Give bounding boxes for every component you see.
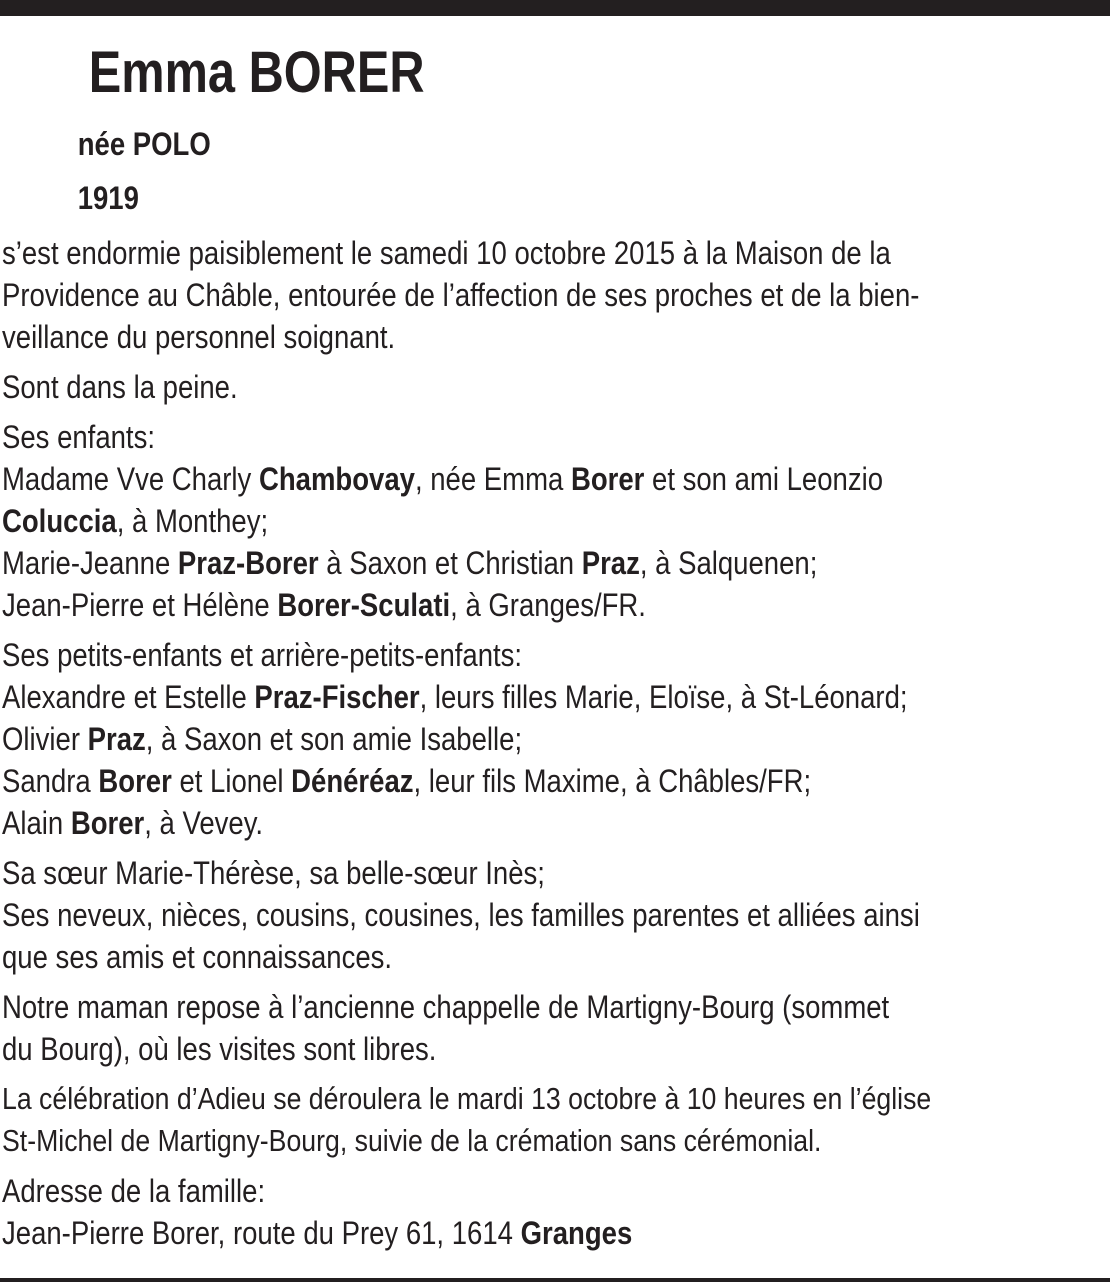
surname: Borer-Sculati <box>277 587 451 623</box>
text-run: Jean-Pierre et Hélène <box>2 587 278 623</box>
text-run: à Saxon et Christian <box>318 545 582 581</box>
viewing-paragraph <box>2 986 1110 1070</box>
viewing-line: Notre maman repose à l’ancienne chappelle de Martigny-Bourg (sommet <box>2 989 890 1025</box>
grandchildren-row <box>2 802 1110 844</box>
birth-year: 1919 <box>77 180 139 216</box>
grandchildren-row <box>2 760 1110 802</box>
deceased-name: Emma BORER <box>88 40 425 105</box>
text-run: et son ami Leonzio <box>644 461 884 497</box>
text-run: Alexandre et Estelle <box>2 679 255 715</box>
text-run: , née Emma <box>414 461 571 497</box>
children-heading: Ses enfants: <box>2 419 155 455</box>
grandchildren-paragraph <box>2 634 1110 844</box>
children-row <box>2 584 1110 626</box>
grandchildren-row <box>2 676 1110 718</box>
ceremony-line: La célébration d’Adieu se déroulera le mardi 13 octobre à 10 heures en l’église <box>2 1081 932 1116</box>
ceremony-paragraph <box>2 1078 1110 1162</box>
maiden-name: née POLO <box>77 126 211 162</box>
relatives-line: Sa sœur Marie-Thérèse, sa belle-sœur Inès; <box>2 855 545 891</box>
text-run: Jean-Pierre Borer, route du Prey 61, 1614 <box>2 1215 521 1251</box>
ceremony-line: St-Michel de Martigny-Bourg, suivie de la crémation sans cérémonial. <box>2 1123 822 1158</box>
text-run: Madame Vve Charly <box>2 461 259 497</box>
grandchildren-heading: Ses petits-enfants et arrière-petits-enfants: <box>2 637 523 673</box>
text-run: Olivier <box>2 721 88 757</box>
surname: Chambovay <box>258 461 415 497</box>
surname: Praz <box>87 721 146 757</box>
surname: Praz-Fischer <box>254 679 420 715</box>
surname: Borer <box>570 461 645 497</box>
grief-paragraph <box>2 366 1110 408</box>
address-heading: Adresse de la famille: <box>2 1173 266 1209</box>
address-paragraph <box>2 1170 1110 1254</box>
text-run: et Lionel <box>171 763 292 799</box>
children-row <box>2 542 1110 584</box>
children-paragraph <box>2 416 1110 626</box>
text-run: , leur fils Maxime, à Châbles/FR; <box>413 763 812 799</box>
surname: Coluccia <box>2 503 117 539</box>
grief-line: Sont dans la peine. <box>2 369 238 405</box>
children-row <box>2 458 1110 500</box>
intro-paragraph <box>2 232 1110 358</box>
top-rule <box>0 0 1110 16</box>
relatives-line: que ses amis et connaissances. <box>2 939 393 975</box>
intro-line: Providence au Châble, entourée de l’affection de ses proches et de la bien- <box>2 277 920 313</box>
text-run: , à Salquenen; <box>639 545 818 581</box>
text-run: , à Monthey; <box>116 503 269 539</box>
surname: Borer <box>98 763 172 799</box>
intro-line: s’est endormie paisiblement le samedi 10 octobre 2015 à la Maison de la <box>2 235 891 271</box>
bottom-rule <box>0 1278 1110 1282</box>
intro-line: veillance du personnel soignant. <box>2 319 396 355</box>
viewing-line: du Bourg), où les visites sont libres. <box>2 1031 437 1067</box>
text-run: Sandra <box>2 763 99 799</box>
text-run: , à Granges/FR. <box>450 587 646 623</box>
text-run: , à Vevey. <box>144 805 264 841</box>
town: Granges <box>520 1215 633 1251</box>
surname: Praz <box>581 545 640 581</box>
surname: Borer <box>70 805 145 841</box>
surname: Dénéréaz <box>291 763 414 799</box>
text-run: Marie-Jeanne <box>2 545 178 581</box>
children-row <box>2 500 1110 542</box>
text-run: , à Saxon et son amie Isabelle; <box>145 721 523 757</box>
text-run: Alain <box>2 805 71 841</box>
grandchildren-row <box>2 718 1110 760</box>
address-line <box>2 1212 1110 1254</box>
surname: Praz-Borer <box>177 545 319 581</box>
obituary-body <box>2 232 1110 1262</box>
text-run: , leurs filles Marie, Eloïse, à St-Léonard; <box>419 679 908 715</box>
relatives-line: Ses neveux, nièces, cousins, cousines, les familles parentes et alliées ainsi <box>2 897 920 933</box>
relatives-paragraph <box>2 852 1110 978</box>
